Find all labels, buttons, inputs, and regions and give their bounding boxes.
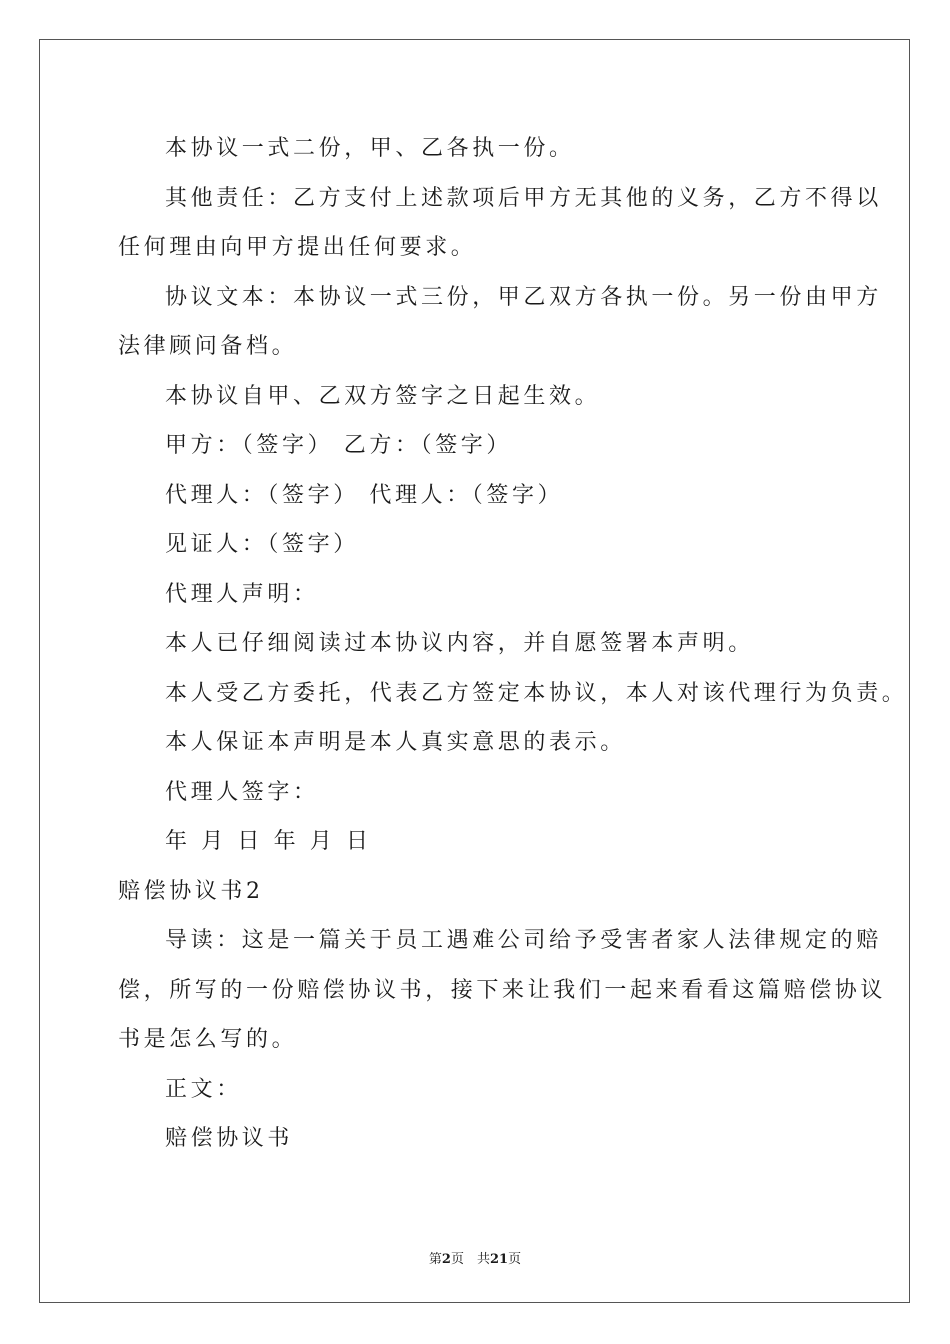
paragraph-agreement-text-cont: 法律顾问备档。 — [118, 334, 298, 359]
footer-suffix: 页 — [508, 1252, 522, 1267]
document-body — [118, 129, 908, 1169]
agent-statement-heading: 代理人声明： — [165, 581, 319, 607]
footer-total-pages: 21 — [489, 1252, 509, 1267]
agent-statement-3: 本人保证本声明是本人真实意思的表示。 — [165, 730, 626, 755]
paragraph-other-duties: 其他责任：乙方支付上述款项后甲方无其他的义务，乙方不得以 — [165, 185, 882, 211]
body-label: 正文： — [165, 1076, 242, 1102]
agent-statement-1: 本人已仔细阅读过本协议内容，并自愿签署本声明。 — [165, 631, 754, 656]
section-title: 赔偿协议书2 — [118, 878, 264, 904]
footer-prefix: 第 — [428, 1252, 442, 1267]
footer-page-number: 2 — [441, 1252, 451, 1267]
paragraph-other-duties-cont: 任何理由向甲方提出任何要求。 — [118, 235, 477, 260]
intro-paragraph-cont-1: 偿，所写的一份赔偿协议书，接下来让我们一起来看看这篇赔偿协议 — [118, 977, 887, 1003]
paragraph-effective: 本协议自甲、乙双方签字之日起生效。 — [165, 383, 601, 409]
date-line: 年 月 日 年 月 日 — [165, 829, 372, 854]
agent-statement-2: 本人受乙方委托，代表乙方签定本协议，本人对该代理行为负责。 — [165, 680, 908, 706]
page-footer — [0, 1248, 950, 1267]
footer-middle: 页 共 — [450, 1252, 490, 1267]
signature-witness: 见证人：（签字） — [165, 532, 359, 557]
paragraph-copies: 本协议一式二份，甲、乙各执一份。 — [165, 136, 575, 161]
intro-paragraph-cont-2: 书是怎么写的。 — [118, 1027, 298, 1052]
paragraph-agreement-text: 协议文本：本协议一式三份，甲乙双方各执一份。另一份由甲方 — [165, 284, 882, 310]
intro-paragraph: 导读：这是一篇关于员工遇难公司给予受害者家人法律规定的赔 — [165, 928, 882, 953]
signature-parties: 甲方：（签字） 乙方：（签字） — [165, 433, 512, 458]
agent-signature: 代理人签字： — [165, 779, 319, 805]
document-heading: 赔偿协议书 — [165, 1126, 294, 1151]
signature-agents: 代理人：（签字） 代理人：（签字） — [165, 482, 564, 508]
